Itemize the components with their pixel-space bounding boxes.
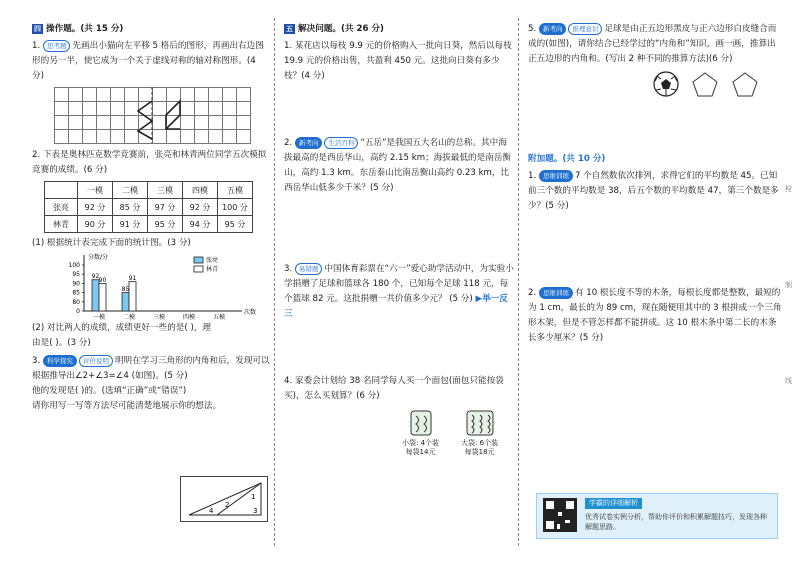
answer-space (528, 100, 782, 152)
question-text: 家委会计划给 38 名同学每人买一个面包(面包只能按袋买)，怎么买划算？(6 分) (284, 376, 504, 401)
question-4 (284, 374, 514, 404)
table-cell: 92 分 (78, 199, 113, 216)
question-tag: 推理意识 (568, 23, 602, 35)
bar-张亮 (92, 280, 99, 311)
question-number: 2. (528, 288, 537, 298)
data-label: 91 (128, 275, 137, 283)
table-row (45, 216, 253, 233)
table-header-row (45, 182, 253, 199)
x-tick-label: 三模 (152, 314, 166, 321)
question-number: 2. (32, 150, 41, 160)
x-axis-label: 次数 (244, 309, 257, 316)
pentagon-icon (733, 73, 757, 96)
cat-figure (166, 101, 180, 129)
data-label: 85 (121, 286, 130, 294)
angle-label: 2 (225, 501, 230, 509)
x-tick-label: 四模 (182, 314, 196, 321)
table-row (45, 199, 253, 216)
column-divider (274, 18, 275, 546)
legend-label: 张亮 (206, 257, 219, 264)
angle-label: 3 (253, 507, 258, 515)
y-tick-label: 80 (72, 298, 80, 306)
y-tick-label: 95 (72, 271, 80, 279)
question-text: 先画出小猫向左平移 5 格后的图形，再画出右边图形的另一半，使它成为一个关于虚线对称的轴对称图形。(4 分) (32, 41, 264, 81)
question-text: 足球是由正五边形黑皮与正六边形白皮缝合而成的(如图)，请你结合已经学过的“内角和”知识，画一画，推算出正五边形的内角和。(写出 2 种不同的推算方法)(6 分) (528, 24, 777, 64)
question-number: 2. (284, 138, 293, 148)
table-header-cell (45, 182, 78, 199)
related-practice-link[interactable]: ▶举一反三 (284, 294, 508, 319)
question-tag: 科学探究 (43, 355, 77, 367)
bread-options (402, 410, 514, 457)
y-tick-label: 0 (76, 308, 80, 315)
qr-subtitle: 优秀试卷实例分析，帮助你评价和积累解题技巧，发现各种解题思路。 (585, 513, 767, 531)
bread-label: 小袋: 4个装 (402, 439, 440, 447)
table-cell: 100 分 (218, 199, 253, 216)
section-title: 操作题。(共 15 分) (46, 24, 124, 34)
question-score: (5 分) (449, 294, 473, 304)
table-cell: 林青 (45, 216, 78, 233)
legend-label: 林青 (206, 266, 219, 273)
section-heading (284, 22, 514, 37)
question-number: 5. (528, 24, 537, 34)
question-tag: 思维训练 (539, 170, 573, 182)
subquestion-2-2-cont: 由是( )。(3 分) (32, 338, 91, 348)
bar-林青 (129, 282, 136, 311)
y-tick-label: 90 (72, 280, 80, 288)
edge-mark: 线 (785, 377, 792, 385)
question-tag: 思考题 (43, 40, 71, 52)
bread-bag-icon (465, 410, 495, 436)
question-text: 有 10 根长度不等的木条，每根长度都是整数，最短的为 1 cm，最长的为 89 cm，现在随便用其中的 3 根拼成一个三角形木架，但是不管怎样都不能拼成。这 10 根木条中第二长的木条长多少厘米？(5 分) (528, 288, 782, 343)
bread-large-bag (461, 410, 498, 457)
question-text: 7 个自然数依次排列，求得它们的平均数是 45。已知前三个数的平均数是 38，后五个数的平均数是 47，第三个数是多少？(5 分) (528, 171, 779, 211)
subquestion-2-2: (2) 对比两人的成绩，成绩更好一些的是( )，理 (32, 323, 212, 333)
bread-price: 每袋14元 (405, 448, 436, 456)
table-cell: 92 分 (183, 199, 218, 216)
y-tick-label: 85 (72, 289, 80, 297)
table-cell: 95 分 (218, 216, 253, 233)
question-number: 3. (32, 356, 41, 366)
legend-swatch (194, 266, 203, 272)
soccer-ball-icon (654, 72, 678, 96)
angle-label: 4 (209, 507, 214, 515)
question-2 (32, 148, 270, 178)
question-tag: 新考向 (295, 137, 323, 149)
question-3-line: 他的发现是( )的。(选填“正确”或“错误”) (32, 386, 187, 396)
score-table (44, 181, 253, 233)
question-1 (284, 39, 514, 84)
table-header-cell: 二模 (113, 182, 148, 199)
table-cell: 97 分 (148, 199, 183, 216)
section-heading (32, 22, 270, 37)
qr-promo-box[interactable] (536, 493, 778, 539)
question-tag: 新考向 (539, 23, 567, 35)
question-5 (528, 22, 782, 67)
bread-price: 每袋18元 (464, 448, 495, 456)
subquestion-2-1: (1) 根据统计表完成下面的统计图。(3 分) (32, 238, 191, 248)
x-tick-label: 二模 (122, 314, 136, 321)
data-label: 92 (91, 273, 100, 281)
question-1 (32, 39, 270, 84)
bar-chart (32, 251, 270, 321)
section-title: 解决问题。(共 26 分) (298, 24, 384, 34)
edge-mark: 栓 (785, 185, 792, 193)
question-number: 4. (284, 376, 293, 386)
table-header-cell: 三模 (148, 182, 183, 199)
drawing-grid (54, 87, 251, 144)
table-cell: 95 分 (148, 216, 183, 233)
middle-column (284, 22, 514, 546)
extra-question-1 (528, 169, 782, 214)
table-cell: 张亮 (45, 199, 78, 216)
bar-林青 (99, 283, 106, 311)
table-cell: 85 分 (113, 199, 148, 216)
bread-bag-icon (408, 410, 434, 436)
left-column (32, 22, 270, 546)
question-tag: 生活百科 (324, 137, 358, 149)
question-number: 1. (528, 171, 537, 181)
question-number: 1. (32, 41, 41, 51)
edge-mark: 制 (785, 281, 792, 289)
data-label: 90 (98, 276, 107, 284)
grid-figures (54, 87, 250, 143)
shape-drawings (528, 70, 782, 100)
bar-张亮 (122, 293, 129, 311)
pentagon-icon (693, 73, 717, 96)
related-practice-label: 举一反三 (284, 294, 508, 319)
qr-title: 学霸的详细解析 (585, 498, 642, 509)
question-tag: 思维训练 (539, 287, 573, 299)
triangle-figure (180, 476, 268, 522)
question-text: “五岳”是我国五大名山的总称。其中海拔最高的是西岳华山，高约 2.15 km；海拔最低的是南岳衡山，高约 1.3 km。东岳泰山比南岳衡山高约 0.23 km，比西岳华山低多少千米？(5 分) (284, 138, 512, 193)
question-text: 中国体育彩票在“六一”爱心助学活动中，为实验小学捐赠了足球和篮球各 180 个，已知每个足球 118 元，每个篮球 82 元。这批捐赠一共价值多少元？ (284, 264, 514, 304)
table-cell: 91 分 (113, 216, 148, 233)
table-header-cell: 一模 (78, 182, 113, 199)
section-number-badge: 四 (34, 24, 41, 33)
question-2 (284, 136, 514, 196)
shape-figures (528, 70, 782, 100)
extra-section-title: 附加题。(共 10 分) (528, 154, 606, 164)
question-text: 明明在学习三角形的内角和后，发现可以根据推导出∠2+∠3=∠4 (如图)。(5 分) (32, 356, 270, 381)
question-number: 3. (284, 264, 293, 274)
question-3-line: 请你用写一写等方法尽可能清楚地展示你的想法。 (32, 401, 222, 411)
extra-question-2 (528, 286, 782, 346)
bread-label: 大袋: 6个装 (461, 439, 499, 447)
question-text: 某花店以每枝 9.9 元的价格购入一批向日葵，然后以每枝 19.9 元的价格出售，共盈利 450 元。这批向日葵有多少枝？(4 分) (284, 41, 512, 81)
table-header-cell: 五模 (218, 182, 253, 199)
y-axis-label: 分数/分 (88, 254, 109, 261)
table-cell: 90 分 (78, 216, 113, 233)
question-tag: 评价说明 (79, 355, 113, 367)
question-3 (284, 262, 514, 322)
qr-code-icon[interactable] (543, 498, 577, 532)
half-figure (138, 101, 152, 139)
question-text: 下表是奥林匹克数学竞赛前，张亮和林青两位同学五次模拟竞赛的成绩。(6 分) (32, 150, 267, 175)
triangle-drawing (181, 477, 267, 521)
x-tick-label: 一模 (92, 314, 106, 321)
angle-label: 1 (251, 493, 256, 501)
section-number-badge: 五 (286, 24, 293, 33)
chart-canvas (32, 251, 270, 321)
y-tick-label: 100 (68, 262, 80, 269)
column-divider (518, 18, 519, 546)
table-cell: 94 分 (183, 216, 218, 233)
legend-swatch (194, 257, 203, 263)
table-header-cell: 四模 (183, 182, 218, 199)
bread-small-bag (402, 410, 439, 457)
question-tag: 易错题 (295, 263, 323, 275)
right-column (528, 22, 782, 546)
question-number: 1. (284, 41, 293, 51)
x-tick-label: 五模 (212, 314, 226, 321)
question-3 (32, 354, 270, 384)
